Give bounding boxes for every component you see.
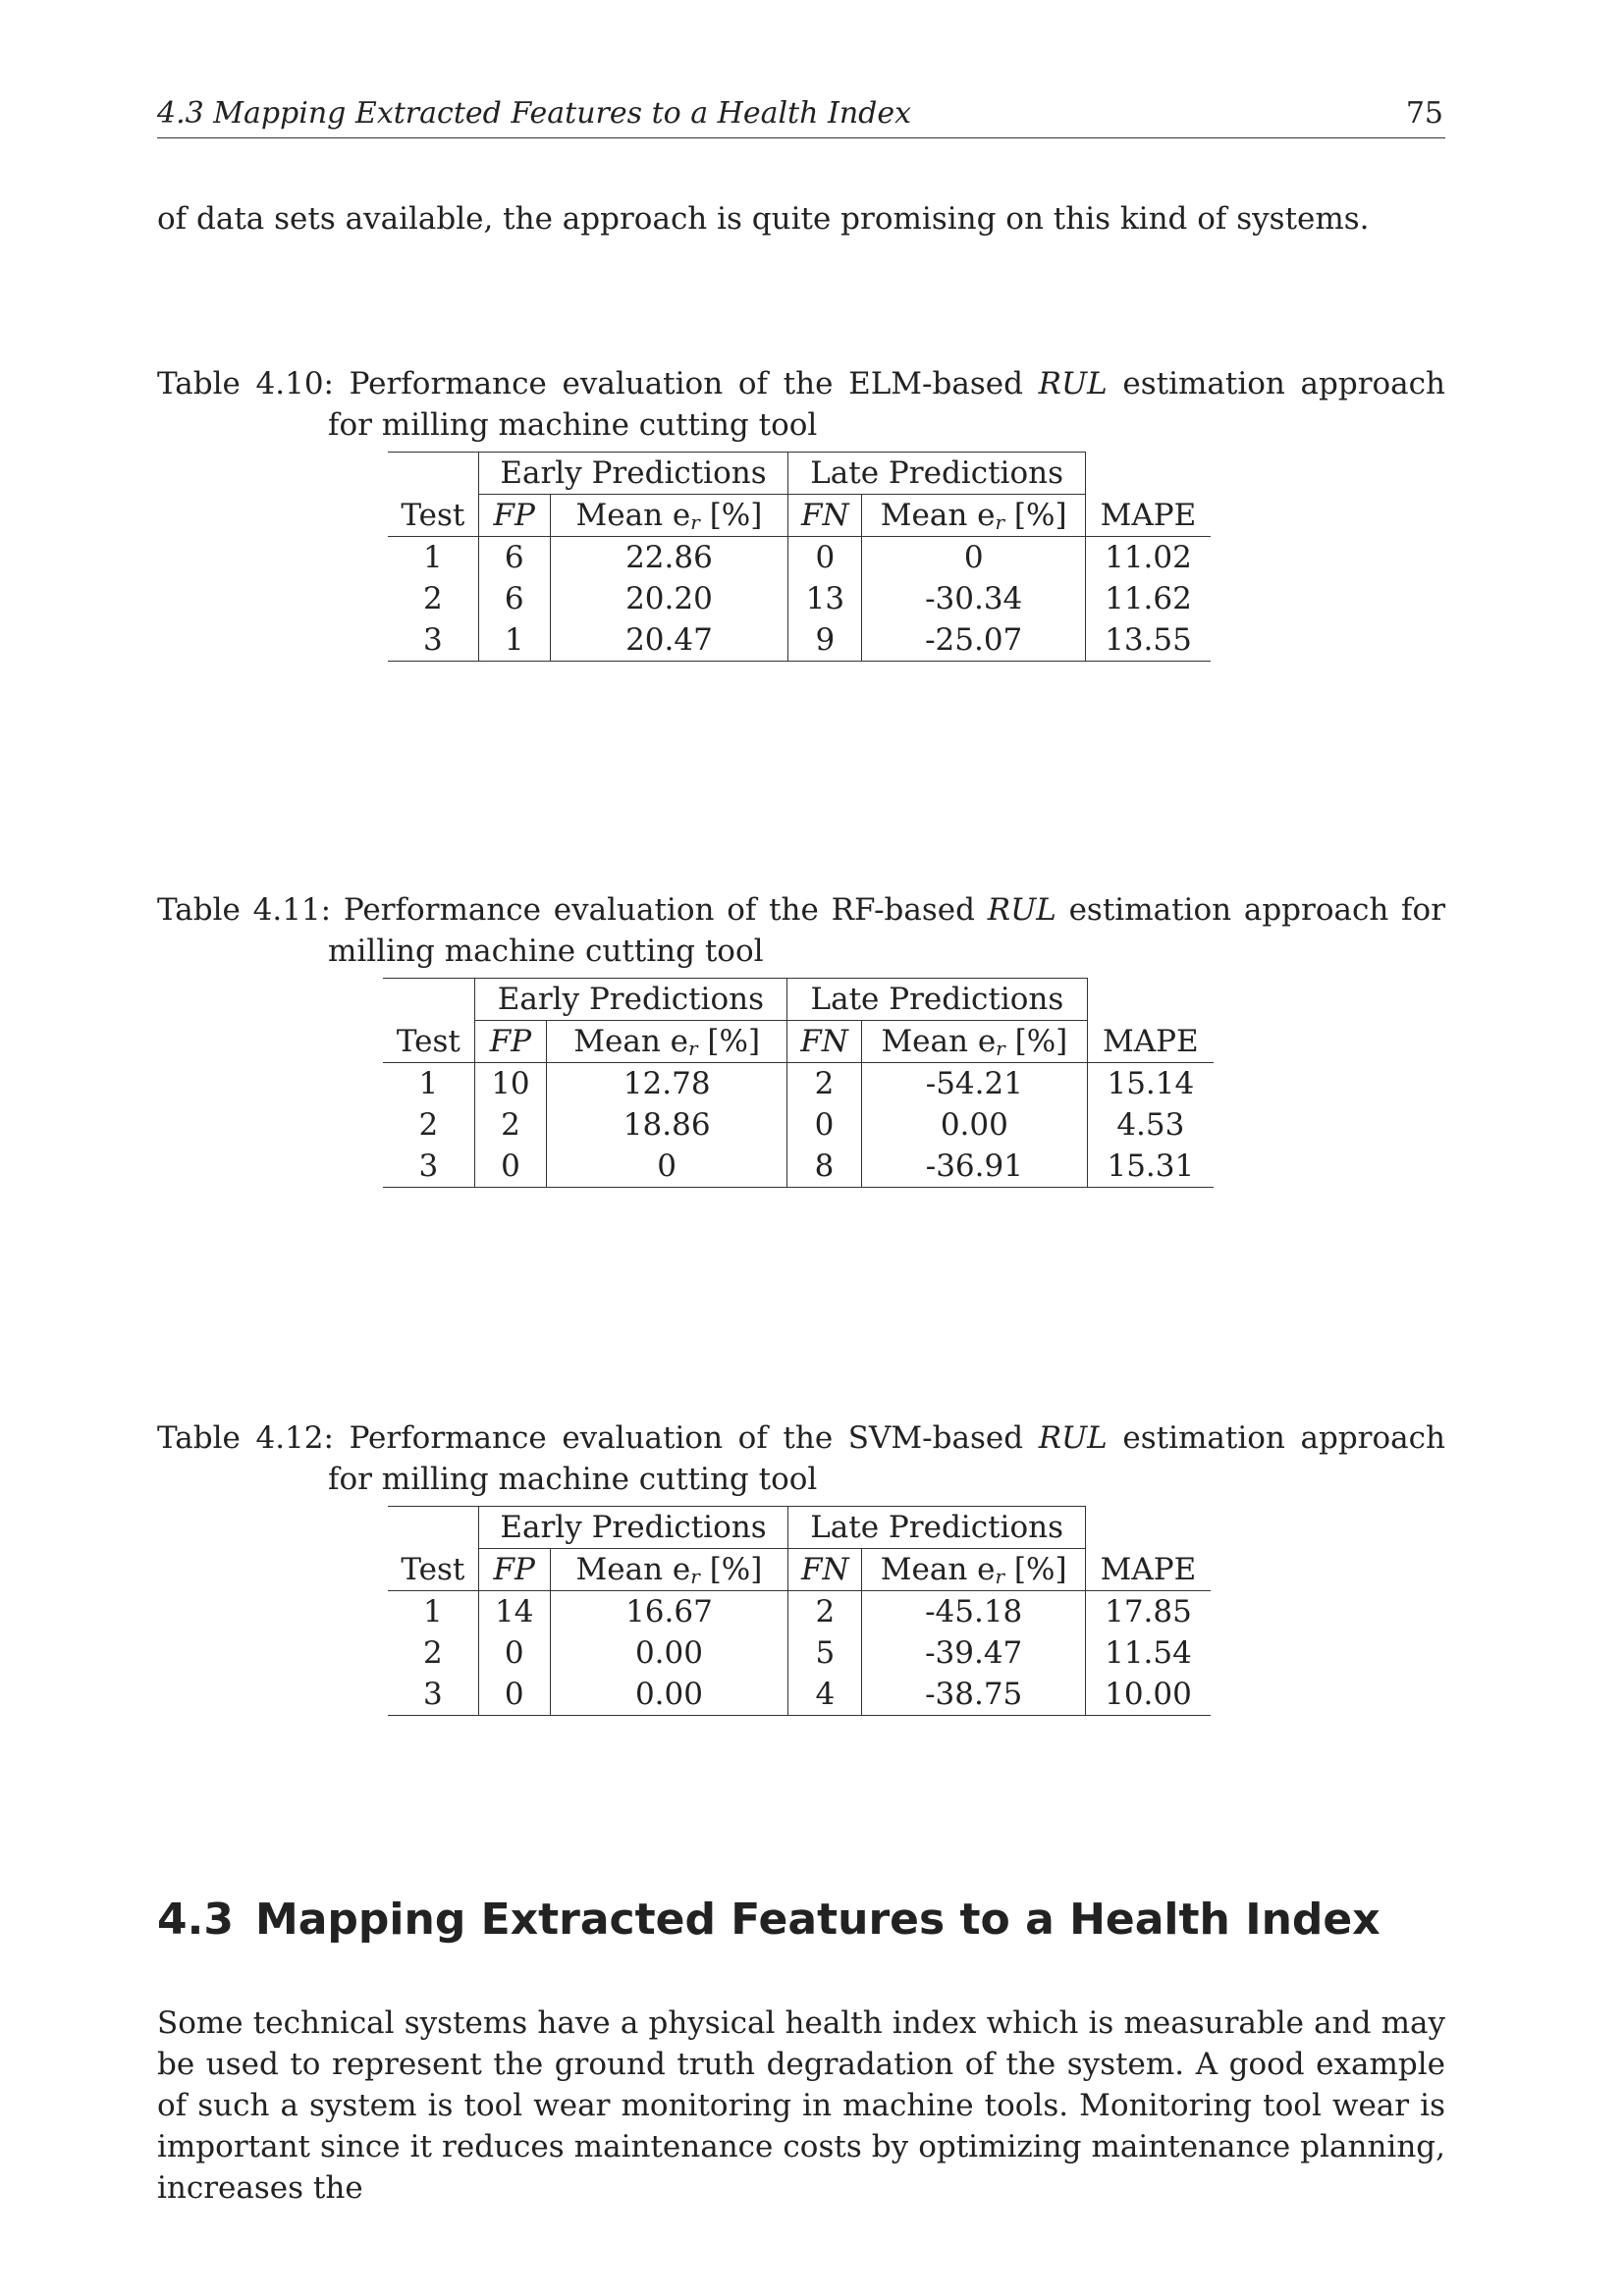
cell-early-mean: 0.00 — [550, 1632, 788, 1674]
cell-late-mean: 0 — [862, 537, 1086, 579]
caption-rul: RUL — [987, 892, 1056, 928]
table-row — [383, 1104, 1214, 1146]
cell-late-mean: -39.47 — [862, 1632, 1086, 1674]
cell-test: 1 — [423, 540, 443, 575]
cell-test: 3 — [383, 1146, 474, 1188]
table-row — [388, 537, 1211, 579]
section-heading — [157, 1895, 1380, 1945]
header-late-predictions: Late Predictions — [788, 453, 1086, 495]
table-row — [388, 578, 1211, 619]
caption-text: Performance evaluation of the RF-based — [343, 892, 975, 928]
cell-fp: 1 — [478, 619, 550, 662]
cell-fn: 9 — [788, 619, 862, 662]
header-late-predictions: Late Predictions — [787, 979, 1088, 1021]
caption-text: Performance evaluation of the SVM-based — [349, 1420, 1024, 1456]
table-row — [388, 1674, 1211, 1716]
cell-early-mean: 20.20 — [550, 578, 788, 619]
results-table-svm — [388, 1506, 1211, 1716]
cell-test: 1 — [423, 1594, 443, 1629]
table-row — [388, 1591, 1211, 1633]
cell-mape: 13.55 — [1085, 619, 1211, 662]
header-fp: FP — [478, 495, 550, 537]
page-number: 75 — [1405, 96, 1443, 131]
cell-late-mean: -25.07 — [862, 619, 1086, 662]
cell-fp: 10 — [474, 1063, 547, 1105]
cell-late-mean: -54.21 — [861, 1063, 1087, 1105]
cell-fp: 0 — [478, 1632, 550, 1674]
running-head-title: 4.3 Mapping Extracted Features to a Health Index — [157, 96, 912, 131]
table-row — [383, 1146, 1214, 1188]
header-blank — [383, 979, 474, 1021]
cell-mape: 11.02 — [1085, 537, 1211, 579]
running-head — [157, 92, 1445, 138]
cell-fn: 8 — [787, 1146, 862, 1188]
table-row — [383, 1063, 1214, 1105]
cell-mape: 17.85 — [1085, 1591, 1211, 1633]
cell-fn: 2 — [787, 1063, 862, 1105]
header-test: Test — [388, 495, 478, 537]
cell-fn: 13 — [788, 578, 862, 619]
header-mape: MAPE — [1087, 1021, 1214, 1063]
header-blank — [1087, 979, 1214, 1021]
header-mape: MAPE — [1085, 1549, 1211, 1591]
header-mean-error: Mean $e_r$ [%] — [862, 495, 1086, 537]
results-table-rf — [383, 978, 1214, 1188]
caption-label: Table 4.10: — [157, 366, 334, 401]
header-blank — [388, 453, 478, 495]
cell-mape: 15.14 — [1087, 1063, 1214, 1105]
header-blank — [1085, 453, 1211, 495]
cell-fp: 6 — [478, 578, 550, 619]
header-late-predictions: Late Predictions — [788, 1507, 1086, 1549]
header-fp: FP — [478, 1549, 550, 1591]
header-early-predictions: Early Predictions — [474, 979, 786, 1021]
cell-fp: 6 — [478, 537, 550, 579]
header-blank — [388, 1507, 478, 1549]
table-row — [388, 1632, 1211, 1674]
header-blank — [1085, 1507, 1211, 1549]
cell-late-mean: -36.91 — [861, 1146, 1087, 1188]
cell-early-mean: 18.86 — [547, 1104, 787, 1146]
cell-test: 1 — [418, 1066, 439, 1101]
header-fn: FN — [787, 1021, 862, 1063]
header-mean-error: Mean $e_r$ [%] — [862, 1549, 1086, 1591]
caption-rul: RUL — [1038, 1420, 1108, 1456]
header-fp: FP — [474, 1021, 547, 1063]
results-table-elm — [388, 452, 1211, 662]
cell-mape: 4.53 — [1087, 1104, 1214, 1146]
section-number: 4.3 — [157, 1895, 234, 1945]
cell-late-mean: -45.18 — [862, 1591, 1086, 1633]
cell-fn: 4 — [788, 1674, 862, 1716]
cell-fp: 14 — [478, 1591, 550, 1633]
cell-late-mean: 0.00 — [861, 1104, 1087, 1146]
header-test: Test — [388, 1549, 478, 1591]
cell-test: 2 — [418, 1107, 439, 1143]
table-row — [388, 619, 1211, 662]
caption-label: Table 4.12: — [157, 1420, 334, 1456]
cell-early-mean: 16.67 — [550, 1591, 788, 1633]
cell-fn: 5 — [788, 1632, 862, 1674]
header-mean-error: Mean $e_r$ [%] — [861, 1021, 1087, 1063]
cell-fn: 2 — [788, 1591, 862, 1633]
caption-label: Table 4.11: — [157, 892, 332, 928]
cell-test: 3 — [388, 619, 478, 662]
cell-mape: 10.00 — [1085, 1674, 1211, 1716]
cell-fp: 0 — [478, 1674, 550, 1716]
caption-rul: RUL — [1038, 366, 1108, 401]
table-caption — [157, 889, 1445, 972]
header-early-predictions: Early Predictions — [478, 1507, 787, 1549]
cell-early-mean: 22.86 — [550, 537, 788, 579]
cell-mape: 11.62 — [1085, 578, 1211, 619]
body-paragraph: Some technical systems have a physical health index which is measurable and may be used to represent the ground truth degradation of the system. A good example of such a system is tool wear monitoring in machine tools. Monitoring tool wear is important since it reduces maintenance costs by optimizing maintenance planning, increases the — [157, 2005, 1445, 2206]
cell-early-mean: 20.47 — [550, 619, 788, 662]
cell-early-mean: 12.78 — [547, 1063, 787, 1105]
header-mape: MAPE — [1085, 495, 1211, 537]
header-mean-error: Mean $e_r$ [%] — [547, 1021, 787, 1063]
cell-fp: 2 — [474, 1104, 547, 1146]
cell-early-mean: 0 — [547, 1146, 787, 1188]
header-mean-error: Mean $e_r$ [%] — [550, 495, 788, 537]
cell-test: 3 — [388, 1674, 478, 1716]
cell-fp: 0 — [474, 1146, 547, 1188]
cell-mape: 11.54 — [1085, 1632, 1211, 1674]
cell-fn: 0 — [788, 537, 862, 579]
table-caption — [157, 1417, 1445, 1500]
intro-paragraph: of data sets available, the approach is quite promising on this kind of systems. — [157, 201, 1370, 237]
caption-text: estimation approach for milling machine cutting tool — [328, 366, 1445, 443]
header-test: Test — [383, 1021, 474, 1063]
cell-late-mean: -38.75 — [862, 1674, 1086, 1716]
header-early-predictions: Early Predictions — [478, 453, 787, 495]
caption-text: estimation approach for milling machine cutting tool — [328, 892, 1446, 969]
cell-late-mean: -30.34 — [862, 578, 1086, 619]
table-caption — [157, 363, 1445, 446]
cell-fn: 0 — [787, 1104, 862, 1146]
cell-mape: 15.31 — [1087, 1146, 1214, 1188]
caption-text: estimation approach for milling machine cutting tool — [328, 1420, 1445, 1497]
cell-test: 2 — [423, 1635, 443, 1671]
section-title: Mapping Extracted Features to a Health Index — [254, 1895, 1380, 1945]
cell-test: 2 — [423, 581, 443, 616]
header-fn: FN — [788, 1549, 862, 1591]
caption-text: Performance evaluation of the ELM-based — [349, 366, 1023, 401]
header-mean-error: Mean $e_r$ [%] — [550, 1549, 788, 1591]
header-fn: FN — [788, 495, 862, 537]
cell-early-mean: 0.00 — [550, 1674, 788, 1716]
